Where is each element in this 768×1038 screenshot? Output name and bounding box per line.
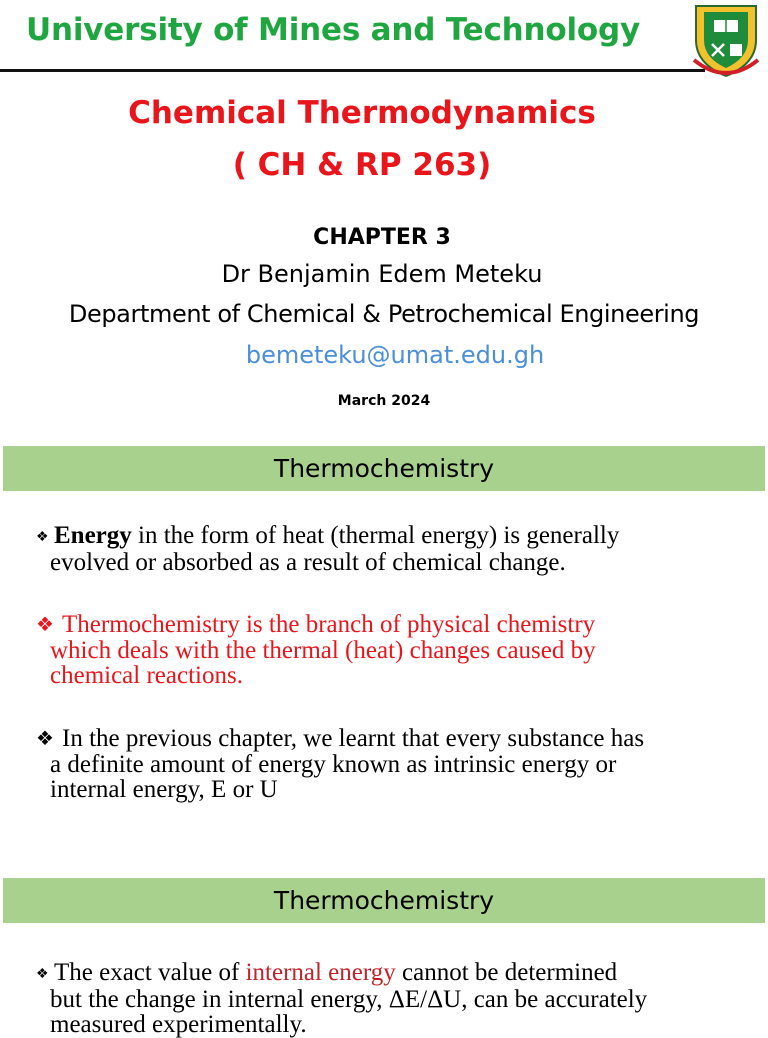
section-heading-thermochemistry: Thermochemistry — [3, 446, 765, 491]
bullet-text-continued: a definite amount of energy known as intrinsic energy or — [50, 751, 617, 778]
date-label: March 2024 — [337, 393, 431, 409]
diamond-bullet-icon: ❖ — [36, 728, 54, 750]
course-code: ( CH & RP 263) — [232, 147, 492, 183]
bullet-text: Thermochemistry is the branch of physical chemistry — [62, 611, 596, 638]
bullet-bold-term: Energy — [54, 522, 132, 549]
bullet-exact-value — [36, 960, 744, 1037]
department-name: Department of Chemical & Petrochemical Engineering — [68, 300, 700, 328]
university-title: University of Mines and Technology — [26, 12, 641, 48]
chapter-label: CHAPTER 3 — [313, 225, 451, 250]
diamond-bullet-icon: ❖ — [36, 530, 49, 545]
bullet-text-continued: chemical reactions. — [50, 662, 243, 689]
course-title: Chemical Thermodynamics — [128, 95, 596, 131]
bullet-text: In the previous chapter, we learnt that every substance has — [62, 725, 645, 752]
bullet-energy — [36, 523, 744, 575]
bullet-text-continued: which deals with the thermal (heat) changes caused by — [50, 637, 596, 664]
bullet-text: cannot be determined — [395, 959, 618, 986]
bullet-text: The exact value of — [54, 959, 246, 986]
diamond-bullet-icon: ❖ — [36, 614, 54, 636]
email-link[interactable]: bemeteku@umat.edu.gh — [245, 341, 545, 369]
bullet-internal-energy — [36, 726, 744, 802]
university-crest-icon — [690, 0, 762, 80]
bullet-text-continued: internal energy, E or U — [50, 776, 278, 803]
bullet-text-continued: evolved or absorbed as a result of chemical change. — [50, 549, 566, 576]
bullet-text-continued: but the change in internal energy, ΔE/ΔU, can be accurately — [50, 986, 648, 1013]
author-name: Dr Benjamin Edem Meteku — [221, 260, 543, 288]
diamond-bullet-icon: ❖ — [36, 967, 49, 982]
bullet-text-continued: measured experimentally. — [50, 1011, 307, 1038]
header-divider — [0, 69, 705, 72]
bullet-definition — [36, 612, 744, 688]
bullet-text: in the form of heat (thermal energy) is generally — [131, 522, 620, 549]
highlighted-term: internal energy — [245, 959, 396, 986]
section-heading-thermochemistry: Thermochemistry — [3, 878, 765, 923]
